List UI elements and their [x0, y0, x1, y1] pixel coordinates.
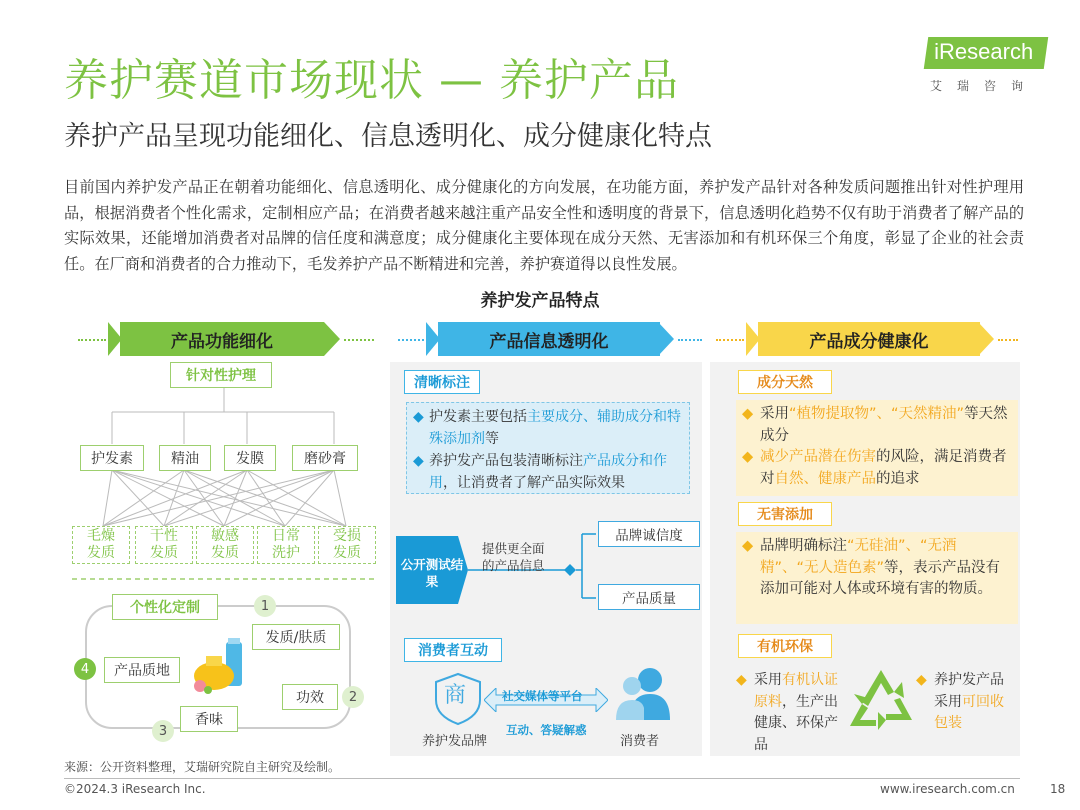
- arrow-right-icon: [658, 322, 674, 356]
- intro-paragraph: 目前国内养护发产品正在朝着功能细化、信息透明化、成分健康化的方向发展，在功能方面，养护发产品针对各种发质问题推出针对性护理用品，根据消费者个性化需求，定制相应产品；在消费者越来越注重产品安全性和透明度的背景下，信息透明化趋势不仅有助于消费者了解产品的实际效果，还能增加消费者对品牌的信任度和满意度；成分健康化主要体现在成分天然、无害添加和有机环保三个角度，彰显了企业的社会责任。在厂商和消费者的合力推动下，毛发养护产品不断精进和完善，养护赛道得以良性发展。: [64, 178, 1024, 273]
- page-title: 养护赛道市场现状 — 养护产品: [64, 55, 679, 106]
- page-subtitle: 养护产品呈现功能细化、信息透明化、成分健康化特点: [64, 121, 712, 152]
- brand-label: 养护发品牌: [422, 734, 488, 749]
- dotted-connector: [344, 339, 374, 341]
- hair-care-product-icon: [188, 636, 250, 698]
- dotted-connector: [78, 339, 106, 341]
- hair-type-item: 日常 洗护: [257, 526, 315, 564]
- product-item: 发膜: [224, 445, 276, 471]
- recycle-icon: [848, 668, 914, 730]
- social-media-label: 社交媒体等平台: [502, 689, 583, 703]
- custom-item-efficacy: 功效: [282, 684, 338, 710]
- dotted-connector: [678, 339, 702, 341]
- clear-labeling-tag: 清晰标注: [404, 370, 480, 394]
- source-note: 来源：公开资料整理，艾瑞研究院自主研究及绘制。: [64, 760, 341, 774]
- column-header-function: [108, 322, 340, 356]
- column-header-transparency: [426, 322, 674, 356]
- product-item: 磨砂膏: [292, 445, 358, 471]
- hair-type-item: 毛燥 发质: [72, 526, 130, 564]
- natural-ingredients-text: ◆ 采用“植物提取物”、“天然精油”等天然成分 ◆ 减少产品潜在伤害的风险，满足消费者对自然、健康产品的追求: [736, 400, 1018, 496]
- footer-divider: [64, 778, 1020, 779]
- dotted-connector: [398, 339, 424, 341]
- arrow-right-icon: [324, 322, 340, 356]
- natural-ingredients-tag: 成分天然: [738, 370, 832, 394]
- consumer-icon: [612, 664, 672, 724]
- brand-shield-char: 商: [444, 683, 467, 708]
- column-header-label: 产品信息透明化: [438, 322, 660, 356]
- interaction-label: 互动、答疑解惑: [506, 723, 587, 737]
- dotted-connector: [716, 339, 744, 341]
- product-item: 护发素: [80, 445, 144, 471]
- brand-trust-box: 品牌诚信度: [598, 521, 700, 547]
- organic-eco-text: ◆ 采用有机认证原料，生产出健康、环保产品 ◆ 养护发产品采用可回收包装: [736, 672, 1004, 753]
- harmless-additives-text: ◆ 品牌明确标注“无硅油”、“无酒精”、“无人造色素”等，表示产品没有添加可能对人体或环境有害的物质。: [736, 532, 1018, 624]
- consumer-interaction-tag: 消费者互动: [404, 638, 502, 662]
- column-header-health: [746, 322, 994, 356]
- step-number: 4: [74, 658, 96, 680]
- product-quality-box: 产品质量: [598, 584, 700, 610]
- organic-eco-tag: 有机环保: [738, 634, 832, 658]
- iresearch-logo: [926, 37, 1046, 95]
- column-header-label: 产品成分健康化: [758, 322, 980, 356]
- targeted-care-box: 针对性护理: [170, 362, 272, 388]
- column-header-label: 产品功能细化: [120, 322, 324, 356]
- website-link[interactable]: www.iresearch.com.cn: [880, 782, 1015, 796]
- product-item: 精油: [159, 445, 211, 471]
- page-number: 18: [1050, 782, 1066, 796]
- logo-cn-text: 艾瑞咨询: [930, 79, 1039, 93]
- harmless-additives-tag: 无害添加: [738, 502, 832, 526]
- step-number: 3: [152, 720, 174, 742]
- custom-item-fragrance: 香味: [180, 706, 238, 732]
- custom-title: 个性化定制: [112, 594, 218, 620]
- hair-type-item: 干性 发质: [135, 526, 193, 564]
- public-test-label: 公开测试结果: [400, 557, 464, 589]
- hair-type-item: 敏感 发质: [196, 526, 254, 564]
- step-number: 2: [342, 686, 364, 708]
- arrow-right-icon: [978, 322, 994, 356]
- provide-info-text: 提供更全面的产品信息: [482, 541, 545, 573]
- custom-item-texture: 产品质地: [104, 657, 180, 683]
- copyright: ©2024.3 iResearch Inc.: [64, 782, 206, 796]
- hair-type-item: 受损 发质: [318, 526, 376, 564]
- dotted-connector: [998, 339, 1018, 341]
- clear-labeling-text: ◆ 护发素主要包括主要成分、辅助成分和特殊添加剂等 ◆ 养护发产品包装清晰标注产品成分和作用，让消费者了解产品实际效果: [406, 402, 690, 494]
- logo-brand-text: iResearch: [934, 39, 1034, 64]
- consumer-label: 消费者: [620, 734, 660, 749]
- diagram-title: 养护发产品特点: [480, 291, 600, 311]
- step-number: 1: [254, 595, 276, 617]
- custom-item-hair-skin: 发质/肤质: [252, 624, 340, 650]
